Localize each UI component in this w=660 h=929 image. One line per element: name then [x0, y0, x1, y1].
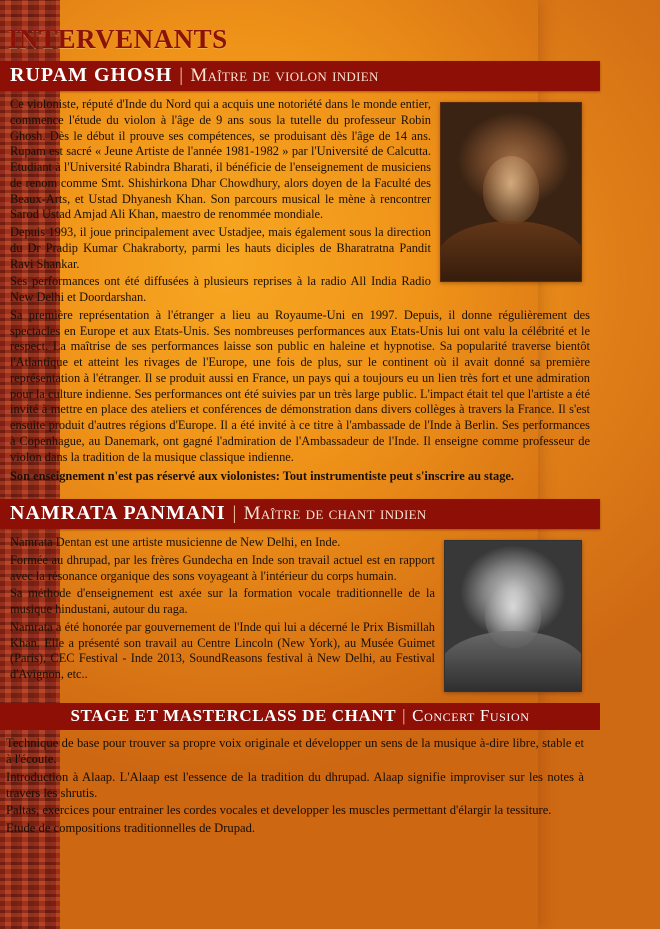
program-line: Paltas, exercices pour entrainer les cordes vocales et developper les muscles permettant d'élargir la tessiture. — [6, 803, 552, 818]
name-separator: | — [232, 503, 237, 524]
program-line: Technique de base pour trouver sa propre voix originale et développer un sens de la musique à-dire libre, stable et à l'écoute. — [6, 736, 584, 767]
speaker-name: RUPAM GHOSH — [10, 64, 173, 86]
masterclass-program — [0, 730, 592, 836]
speaker-section-namrata — [0, 499, 600, 695]
bio-paragraph: Formée au dhrupad, par les frères Gundecha en Inde son travail actuel est en rapport avec la résonance organique des sons voyageant à l'intérieur du corps humain. — [10, 552, 435, 583]
bio-paragraph: Ses performances ont été diffusées à plusieurs reprises à la radio All India Radio New Delhi et Doordarshan. — [10, 274, 431, 304]
masterclass-separator: | — [402, 706, 407, 725]
bio-paragraph: Ce violoniste, réputé d'Inde du Nord qui a acquis une notoriété dans le monde entier, commence l'étude du violon à l'âge de 9 ans sous la tutelle du professeur Robin Ghosh. Dès le début il prouve ses compétences, se produisant dès l'âge de 14 ans. Rupam est sacré « Jeune Artiste de l'année 1981-1982 » par l'Université de Calcutta. Etudiant à l'Université Rabindra Bharati, il bénéficie de l'enseignement de musiciens de renom comme Smt. Shishirkona Dhar Chowdhury, alors doyen de la Faculté des Beaux-Arts, et Ustad Dhyanesh Khan. Son parcours musical le mène à rencontrer Sarod Ustad Amjad Ali Khan, maestro de renommée mondiale. — [10, 97, 431, 222]
bio-paragraph: Sa première représentation à l'étranger a lieu au Royaume-Uni en 1997. Depuis, il donne régulièrement des spectacles en Europe et aux Etats-Unis. Ses nombreuses performances aux Etats-Unis lui ont valu la célébrité et le respect. La maîtrise de ses performances laisse son public en haleine et hypnotise. Sa popularité traverse bientôt l'Atlantique et atteint les rivages de l'Europe, une fois de plus, sur le continent où il avait donné sa première représentation à l'étranger. Il se produit aussi en France, un pays qui a toujours eu un lien très fort et une admiration pour la culture indienne. Ses performances ont été suivies par un très large public. L'impact était tel que l'artiste a été invité à mettre en place des ateliers et conférences de démonstration dans divers collèges à travers la France. Il s'est ensuite produit d'autres régions d'Europe. Il a été invité à ce titre à l'ambassade de l'Inde à Berlin. Ses performances à Copenhague, au Danemark, ont gagné l'admiration de l'Ambassadeur de l'Inde. Il enseigne comme professeur de violon dans la tradition de la musique classique indienne. — [10, 307, 590, 464]
bio-paragraph: Namrata a été honorée par gouvernement de l'Inde qui lui a décerné le Prix Bismillah Khan. Elle a présenté son travail au Centre Lincoln (New York), au Musée Guimet (Paris), CEC Festival - Inde 2013, SoundReasons festival à New Delhi, au Festival d'Avignon, etc.. — [10, 619, 435, 681]
portrait-face — [483, 156, 539, 224]
masterclass-subtitle: Concert Fusion — [412, 706, 530, 725]
bio-paragraph: Namrata Dentan est une artiste musicienne de New Delhi, en Inde. — [10, 535, 341, 549]
masterclass-title: STAGE ET MASTERCLASS DE CHANT — [70, 706, 397, 725]
portrait-rupam-ghosh — [440, 102, 582, 282]
speaker-bio-rupam-ghosh — [0, 91, 600, 487]
speaker-name-bar-rupam-ghosh — [0, 61, 600, 91]
program-line: Introduction à Alaap. L'Alaap est l'essence de la tradition du dhrupad. Alaap signifie improviser sur les notes à travers les shrutis. — [6, 769, 584, 801]
portrait-shoulders — [440, 221, 582, 282]
portrait-shoulders — [444, 631, 582, 692]
bio-note-bold: Son enseignement n'est pas réservé aux violonistes: Tout instrumentiste peut s'inscrire au stage. — [10, 469, 514, 484]
speaker-role: Maître de chant indien — [243, 503, 427, 524]
portrait-namrata-panmani — [444, 540, 582, 692]
program-line: Etude de compositions traditionnelles de Drupad. — [6, 820, 256, 835]
speaker-role: Maître de violon indien — [190, 65, 379, 86]
speaker-name-bar-namrata-panmani — [0, 499, 600, 529]
page-title: INTERVENANTS — [8, 24, 228, 54]
speaker-bio-namrata-panmani — [0, 529, 600, 695]
speaker-name: NAMRATA PANMANI — [10, 502, 226, 524]
name-separator: | — [179, 65, 184, 86]
bio-paragraph: Depuis 1993, il joue principalement avec Ustadjee, mais également sous la direction du Dr Pradip Kumar Chakraborty, parmi les hauts diciples de Bharatratna Pandit Ravi Shankar. — [10, 225, 431, 271]
bio-paragraph: Sa méthode d'enseignement est axée sur la formation vocale traditionnelle de la musique hindustani, autour du raga. — [10, 586, 435, 616]
masterclass-title-bar — [0, 703, 600, 730]
